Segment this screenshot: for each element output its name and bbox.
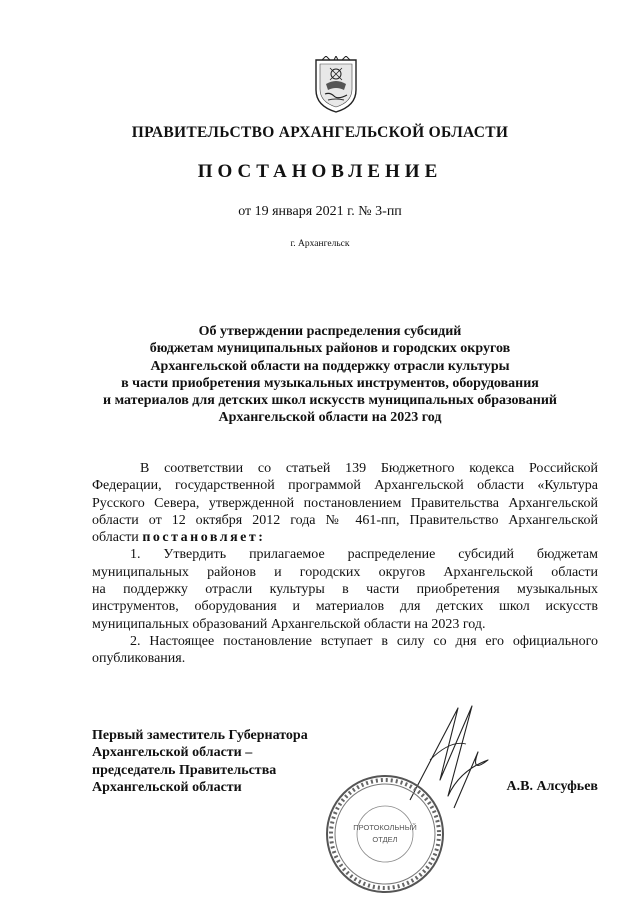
- body-line: Федерации, государственной программой Архангельской области «Культура: [92, 478, 598, 494]
- document-title: [60, 323, 600, 427]
- decree-word: постановляет:: [142, 530, 266, 546]
- official-seal: [320, 772, 450, 897]
- document-type: ПОСТАНОВЛЕНИЕ: [197, 161, 443, 182]
- body-line: В соответствии со статьей 139 Бюджетного кодекса Российской: [140, 461, 598, 476]
- body-line: [92, 529, 598, 546]
- signer-line: председатель Правительства: [92, 762, 277, 778]
- body-line: Русского Севера, утвержденной постановлением Правительства Архангельской: [92, 495, 598, 511]
- document-body: [92, 460, 598, 668]
- signer-position: [92, 727, 308, 796]
- title-line: бюджетам муниципальных районов и городских округов: [149, 341, 511, 357]
- title-line: и материалов для детских школ искусств муниципальных образований: [103, 393, 557, 409]
- body-text: области: [92, 530, 139, 546]
- title-line: в части приобретения музыкальных инструментов, оборудования: [121, 375, 539, 391]
- coat-of-arms-icon: [312, 56, 360, 114]
- svg-text:ОТДЕЛ: ОТДЕЛ: [372, 835, 398, 844]
- city: г. Архангельск: [290, 239, 350, 249]
- date-number: от 19 января 2021 г. № 3-пп: [238, 204, 402, 219]
- title-line: Архангельской области на 2023 год: [218, 410, 442, 426]
- body-line: 1. Утвердить прилагаемое распределение субсидий бюджетам: [130, 547, 598, 563]
- body-line: инструментов, оборудования и материалов для детских школ искусств: [92, 599, 598, 615]
- body-line: области от 12 октября 2012 года № 461-пп, Правительство Архангельской: [92, 512, 598, 528]
- body-line: муниципальных образований Архангельской области на 2023 год.: [92, 616, 486, 632]
- signer-line: Архангельской области –: [92, 745, 253, 761]
- body-line: на поддержку отрасли культуры в части приобретения музыкальных: [92, 582, 598, 598]
- signer-line: Архангельской области: [92, 779, 242, 795]
- title-line: Об утверждении распределения субсидий: [198, 324, 462, 339]
- signer-line: Первый заместитель Губернатора: [92, 728, 308, 743]
- government-name: ПРАВИТЕЛЬСТВО АРХАНГЕЛЬСКОЙ ОБЛАСТИ: [131, 124, 509, 141]
- body-line: 2. Настоящее постановление вступает в силу со дня его официального: [130, 633, 598, 649]
- body-line: муниципальных районов и городских округов Архангельской области: [92, 564, 598, 580]
- title-line: Архангельской области на поддержку отрасли культуры: [150, 358, 510, 374]
- signer-name: А.В. Алсуфьев: [506, 779, 598, 794]
- body-line: опубликования.: [92, 651, 186, 667]
- svg-text:ПРОТОКОЛЬНЫЙ: ПРОТОКОЛЬНЫЙ: [353, 823, 417, 832]
